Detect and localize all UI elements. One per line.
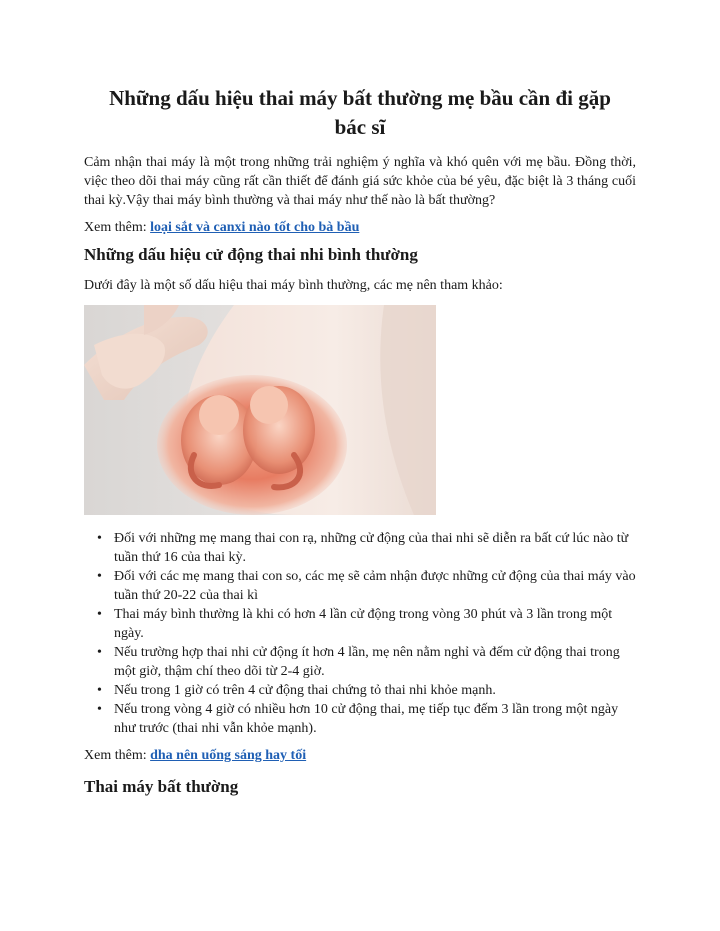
normal-signs-list [84, 529, 636, 738]
bullet-icon: • [97, 531, 102, 546]
list-item: • Đối với những mẹ mang thai con rạ, những cử động của thai nhi sẽ diễn ra bất cứ lúc nào từ tuần thứ 16 của thai kỳ. [97, 531, 629, 565]
pregnancy-fetus-image [84, 305, 436, 515]
section-lead: Dưới đây là một số dấu hiệu thai máy bình thường, các mẹ nên tham khảo: [84, 278, 503, 293]
list-item: • Nếu trường hợp thai nhi cử động ít hơn 4 lần, mẹ nên nằm nghỉ và đếm cử động thai trong một giờ, thậm chí theo dõi từ 2-4 giờ. [97, 645, 620, 679]
see-more-link-dha[interactable]: dha nên uống sáng hay tối [150, 748, 307, 763]
section-heading-normal-movements: Những dấu hiệu cử động thai nhi bình thường [84, 245, 418, 264]
page-title: Những dấu hiệu thai máy bất thường mẹ bầu cần đi gặp bác sĩ [109, 86, 611, 139]
list-item: • Nếu trong vòng 4 giờ có nhiều hơn 10 cử động thai, mẹ tiếp tục đếm 3 lần trong một ngày như trước (thai nhi vẫn khỏe mạnh). [97, 702, 619, 736]
see-more-prefix: Xem thêm: [84, 220, 151, 235]
document-page [84, 84, 636, 808]
intro-paragraph: Cảm nhận thai máy là một trong những trải nghiệm ý nghĩa và khó quên với mẹ bầu. Đồng thời, việc theo dõi thai máy cũng rất cần thiết để đánh giá sức khỏe của bé yêu, đặc biệt là 3 tháng cuối thai kỳ.Vậy thai máy bình thường và thai máy như thế nào là bất thường? [84, 155, 636, 208]
list-item: • Thai máy bình thường là khi có hơn 4 lần cử động trong vòng 30 phút và 3 lần trong một ngày. [97, 607, 613, 641]
see-more-1 [84, 218, 636, 237]
bullet-icon: • [97, 569, 102, 584]
bullet-icon: • [97, 683, 102, 698]
section-heading-abnormal-movements: Thai máy bất thường [84, 777, 239, 796]
see-more-2 [84, 746, 636, 765]
bullet-icon: • [97, 607, 102, 622]
list-item: • Nếu trong 1 giờ có trên 4 cử động thai chứng tỏ thai nhi khỏe mạnh. [97, 683, 496, 698]
see-more-link-iron-calcium[interactable]: loại sắt và canxi nào tốt cho bà bầu [150, 220, 360, 235]
see-more-prefix: Xem thêm: [84, 748, 151, 763]
list-item: • Đối với các mẹ mang thai con so, các mẹ sẽ cảm nhận được những cử động của thai máy vào tuần thứ 20-22 của thai kì [97, 569, 636, 603]
bullet-icon: • [97, 702, 102, 717]
bullet-icon: • [97, 645, 102, 660]
